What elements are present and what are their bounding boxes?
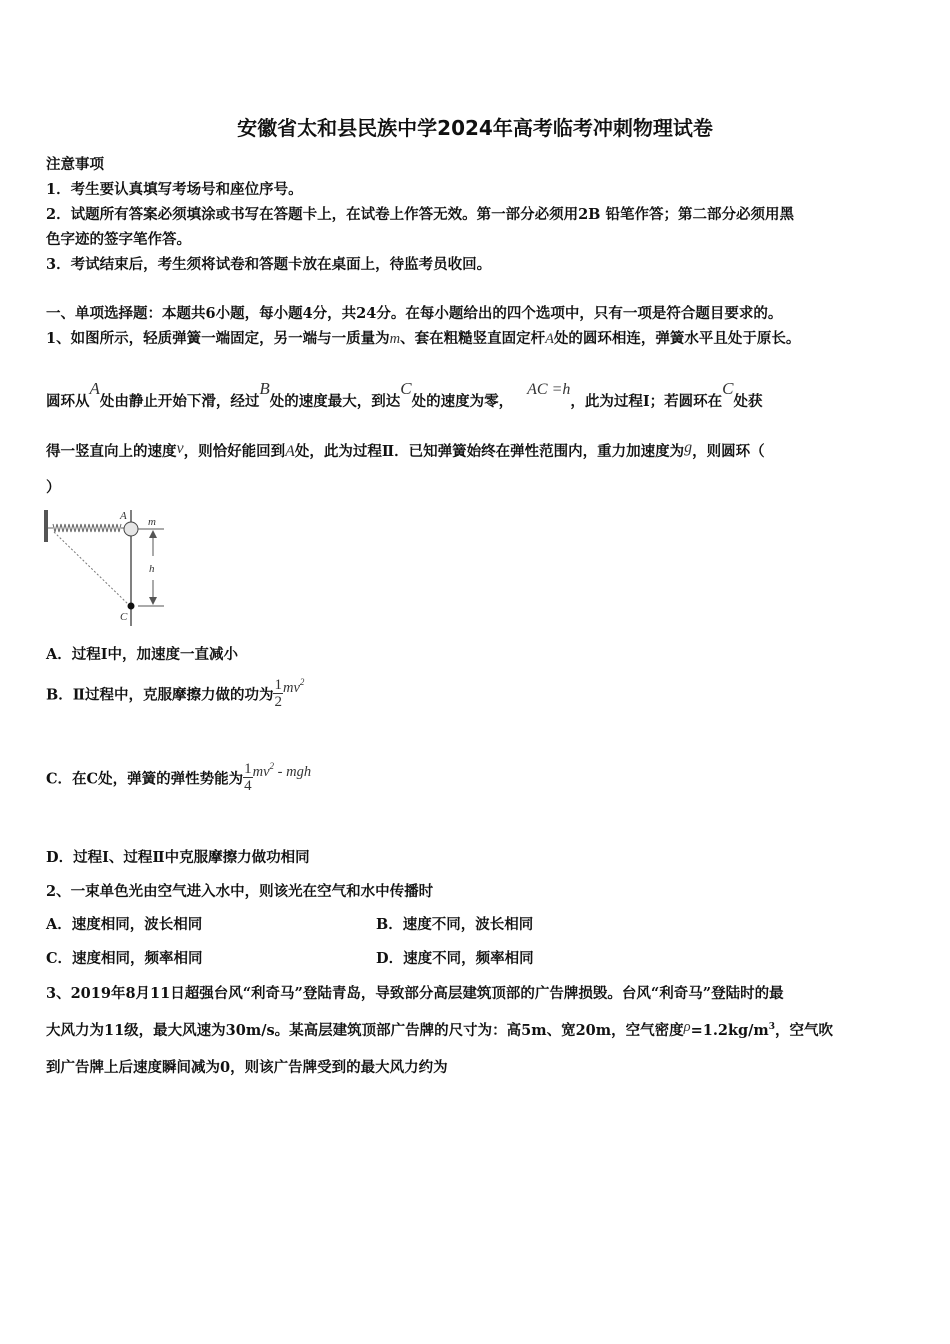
q3-line-3: 到广告牌上后速度瞬间减为0，则该广告牌受到的最大风力约为: [46, 1059, 448, 1076]
q3-line-2: 大风力为11级，最大风速为30m/s。某高层建筑顶部广告牌的尺寸为：高5m、宽20m，空气密度$\rho=1.2kg/m^3$，空气吹: [46, 1019, 834, 1039]
q1-option-c: C．在C处，弹簧的弹性势能为 $\frac{1}{4}$ $mv^2$ - mgh: [46, 761, 312, 794]
q1-line-4: ）: [46, 479, 61, 496]
notice-item-2-cont: 色字迹的签字笔作答。: [46, 231, 191, 248]
q2-option-b: B．速度不同，波长相同: [376, 916, 534, 933]
q1-line-2: 圆环从A处由静止开始下滑，经过B处的速度最大，到达C处的速度为零，AC =h，此为过程Ⅰ；若圆环在C处获: [46, 379, 763, 410]
spring-ring-figure: [42, 506, 172, 628]
notice-heading: 注意事项: [46, 156, 104, 173]
page-title: 安徽省太和县民族中学2024年高考临考冲刺物理试卷: [237, 116, 713, 140]
q1-line-1: 1、如图所示，轻质弹簧一端固定，另一端与一质量为m、套在粗糙竖直固定杆A处的圆环相连，弹簧水平且处于原长。: [46, 330, 801, 347]
q1-line-3: 得一竖直向上的速度v，则恰好能回到A处，此为过程Ⅱ．已知弹簧始终在弹性范围内，重力加速度为g，则圆环（: [46, 439, 765, 460]
q1-option-b: B．Ⅱ过程中，克服摩擦力做的功为 $\frac{1}{2}$ $mv^2$: [46, 677, 305, 710]
section-heading: 一、单项选择题：本题共6小题，每小题4分，共24分。在每小题给出的四个选项中，只有一项是符合题目要求的。: [46, 305, 783, 322]
q2-option-c: C．速度相同，频率相同: [46, 950, 203, 967]
label-A: A: [120, 510, 127, 522]
q2-option-d: D．速度不同，频率相同: [376, 950, 534, 967]
q3-line-1: 3、2019年8月11日超强台风“利奇马”登陆青岛，导致部分高层建筑顶部的广告牌损毁。台风“利奇马”登陆时的最: [46, 985, 784, 1002]
notice-item-2: 2．试题所有答案必须填涂或书写在答题卡上，在试卷上作答无效。第一部分必须用2B 铅笔作答；第二部分必须用黑: [46, 206, 794, 223]
label-m: m: [148, 516, 156, 528]
q2-option-a: A．速度相同，波长相同: [46, 916, 203, 933]
q1-option-a: A．过程Ⅰ中，加速度一直减小: [46, 646, 239, 663]
stretched-spring-line: [54, 532, 129, 605]
ring-at-A: [124, 522, 138, 536]
point-C: [128, 603, 135, 610]
label-C: C: [120, 611, 128, 623]
label-h: h: [149, 563, 155, 575]
q1-option-d: D．过程Ⅰ、过程Ⅱ中克服摩擦力做功相同: [46, 849, 310, 866]
notice-item-1: 1．考生要认真填写考场号和座位序号。: [46, 181, 303, 198]
wall: [44, 510, 48, 542]
spring: [48, 524, 125, 532]
q2-stem: 2、一束单色光由空气进入水中，则该光在空气和水中传播时: [46, 883, 434, 900]
notice-item-3: 3．考试结束后，考生须将试卷和答题卡放在桌面上，待监考员收回。: [46, 256, 492, 273]
